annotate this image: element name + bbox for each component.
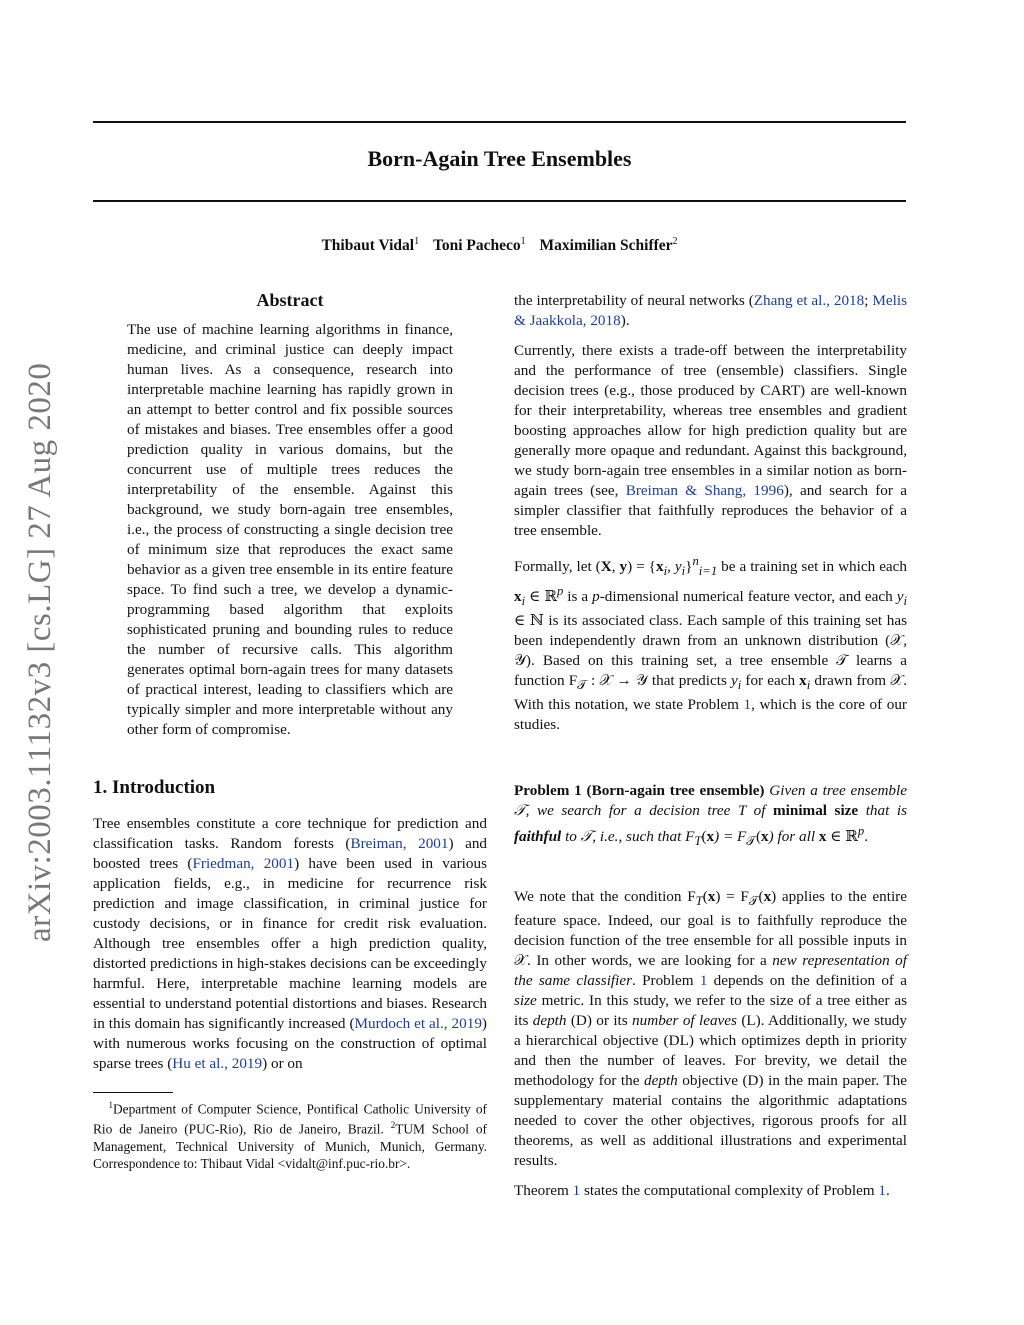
right-column bbox=[514, 291, 907, 1201]
title-bottom-rule bbox=[93, 200, 906, 202]
affiliation-mark: 2 bbox=[672, 236, 678, 247]
abstract-heading: Abstract bbox=[256, 290, 324, 310]
citation-link[interactable]: Friedman, 2001 bbox=[192, 855, 295, 872]
paragraph-tradeoff: Currently, there exists a trade-off between the interpretability and the performance of tree (ensemble) classifiers. Single decision trees (e.g., those produced by CART) are well-known for their interpretability, whereas tree ensembles and gradient boosting approaches allow for high prediction quality but are generally more opaque and redundant. Against this background, we study born-again tree ensembles in a similar notion as born-again trees (see, Breiman & Shang, 1996), and search for a simpler classifier that faithfully reproduces the behavior of a tree ensemble. bbox=[514, 342, 907, 539]
affiliation-mark: 1 bbox=[414, 236, 420, 247]
intro-paragraph: Tree ensembles constitute a core technique for prediction and classification tasks. Random forests (Breiman, 2001) and boosted trees (Friedman, 2001) have been used in various application fields, e.g., in medicine for recurrence risk prediction and image classification, in criminal justice for custody decisions, or in finance for credit risk evaluation. Although tree ensembles offer a high prediction quality, distorted predictions in high-stakes decisions can be exceedingly harmful. Here, interpretable machine learning models are essential to understand potential distortions and biases. Research in this domain has significantly increased (Murdoch et al., 2019) with numerous works focusing on the construction of optimal sparse trees (Hu et al., 2019) or on bbox=[93, 815, 488, 1072]
author-2 bbox=[433, 237, 526, 254]
affiliation-footnote: $^1$Department of Computer Science, Pontifical Catholic University of Rio de Janeiro (PUC-Rio), Rio de Janeiro, Brazil. $^2$TUM School of Management, Technical University of Munich, Munich, Germany. Correspondence to: Thibaut Vidal <vidalt@inf.puc-rio.br>. bbox=[93, 1100, 488, 1171]
citation-link[interactable]: Breiman & Shang, 1996 bbox=[625, 482, 784, 499]
paper-title: Born-Again Tree Ensembles bbox=[367, 146, 632, 171]
problem-ref-link[interactable]: 1 bbox=[878, 1182, 887, 1200]
problem-ref-link[interactable]: 1 bbox=[743, 696, 752, 714]
footnote-rule bbox=[93, 1092, 173, 1093]
problem-ref-link[interactable]: 1 bbox=[699, 972, 708, 990]
citation-link[interactable]: Zhang et al., 2018 bbox=[753, 292, 865, 309]
theorem-ref-link[interactable]: 1 bbox=[572, 1182, 581, 1200]
abstract-text: The use of machine learning algorithms in finance, medicine, and criminal justice can deeply impact human lives. As a consequence, research into interpretable machine learning has rapidly grown in an attempt to better control and fix possible sources of mistakes and biases. Tree ensembles offer a good prediction quality in various domains, but the concurrent use of multiple trees reduces the interpretability of the ensemble. Against this background, we study born-again tree ensembles, i.e., the process of constructing a single decision tree of minimum size that reproduces the exact same behavior as a given tree ensemble in its entire feature space. To find such a tree, we develop a dynamic-programming based algorithm that exploits sophisticated pruning and bounding rules to reduce the number of recursive calls. This algorithm generates optimal born-again trees for many datasets of practical interest, leading to classifiers which are typically simpler and more interpretable without any other form of compromise. bbox=[127, 321, 453, 738]
author-list bbox=[93, 236, 906, 255]
citation-link[interactable]: Murdoch et al., 2019 bbox=[354, 1015, 482, 1032]
paragraph-size-metric: We note that the condition $F_T(x) = F_𝒯(x)$ applies to the entire feature space. Indeed, our goal is to faithfully reproduce the decision function of the tree ensemble for all possible inputs in 𝒳. In other words, we are looking for a new representation of the same classifier. Problem 1 depends on the definition of a size metric. In this study, we refer to the size of a tree either as its depth (D) or its number of leaves (L). Additionally, we study a hierarchical objective (DL) which optimizes depth in priority and then the number of leaves. For brevity, we detail the methodology for the depth objective (D) in the main paper. The supplementary material contains the algorithmic adaptations needed to cover the other objectives, rigorous proofs for all theorems, as well as additional illustrations and experimental results. bbox=[514, 888, 907, 1170]
paragraph-complexity: Theorem 1 states the computational complexity of Problem 1. bbox=[514, 1182, 890, 1200]
paragraph-formal-setup: Formally, let (X, $y) = \{x_i$, $y_i\}^n_{i=1}$ be a training set in which each $x_i$ ∈ ℝ$^p$ is a p-dimensional numerical feature vector, and each $y_i$ ∈ ℕ is its associated class. Each sample of this training set has been independently drawn from an unknown distribution (𝒳, 𝒴). Based on this training set, a tree ensemble 𝒯 learns a function $F_𝒯$ : 𝒳 → 𝒴 that predicts $y_i$ for each $x_i$ drawn from 𝒳. With this notation, we state Problem 1, which is the core of our studies. bbox=[514, 554, 908, 734]
citation-link[interactable]: Melis & Jaakkola, 2018 bbox=[514, 292, 907, 329]
author-3 bbox=[540, 237, 678, 254]
author-name: Toni Pacheco bbox=[432, 237, 521, 255]
author-name: Thibaut Vidal bbox=[321, 237, 415, 255]
author-1 bbox=[321, 237, 419, 254]
citation-link[interactable]: Breiman, 2001 bbox=[350, 835, 449, 852]
citation-link[interactable]: Hu et al., 2019 bbox=[172, 1055, 263, 1072]
arxiv-identifier: arXiv:2003.11132v3 [cs.LG] 27 Aug 2020 bbox=[22, 362, 58, 942]
paragraph-continuation: the interpretability of neural networks (Zhang et al., 2018; Melis & Jaakkola, 2018). bbox=[514, 292, 907, 329]
problem-statement: Problem 1 (Born-again tree ensemble) Given a tree ensemble 𝒯, we search for a decision tree T of minimal size that is faithful to 𝒯, i.e., such that $F_T(x) = F_𝒯(x)$ for all x ∈ ℝ$^p$. bbox=[514, 782, 907, 849]
left-column bbox=[93, 288, 487, 1172]
section-heading-introduction: 1. Introduction bbox=[93, 777, 216, 798]
title-top-rule bbox=[93, 121, 906, 123]
affiliation-mark: 1 bbox=[520, 236, 526, 247]
author-name: Maximilian Schiffer bbox=[539, 237, 673, 255]
